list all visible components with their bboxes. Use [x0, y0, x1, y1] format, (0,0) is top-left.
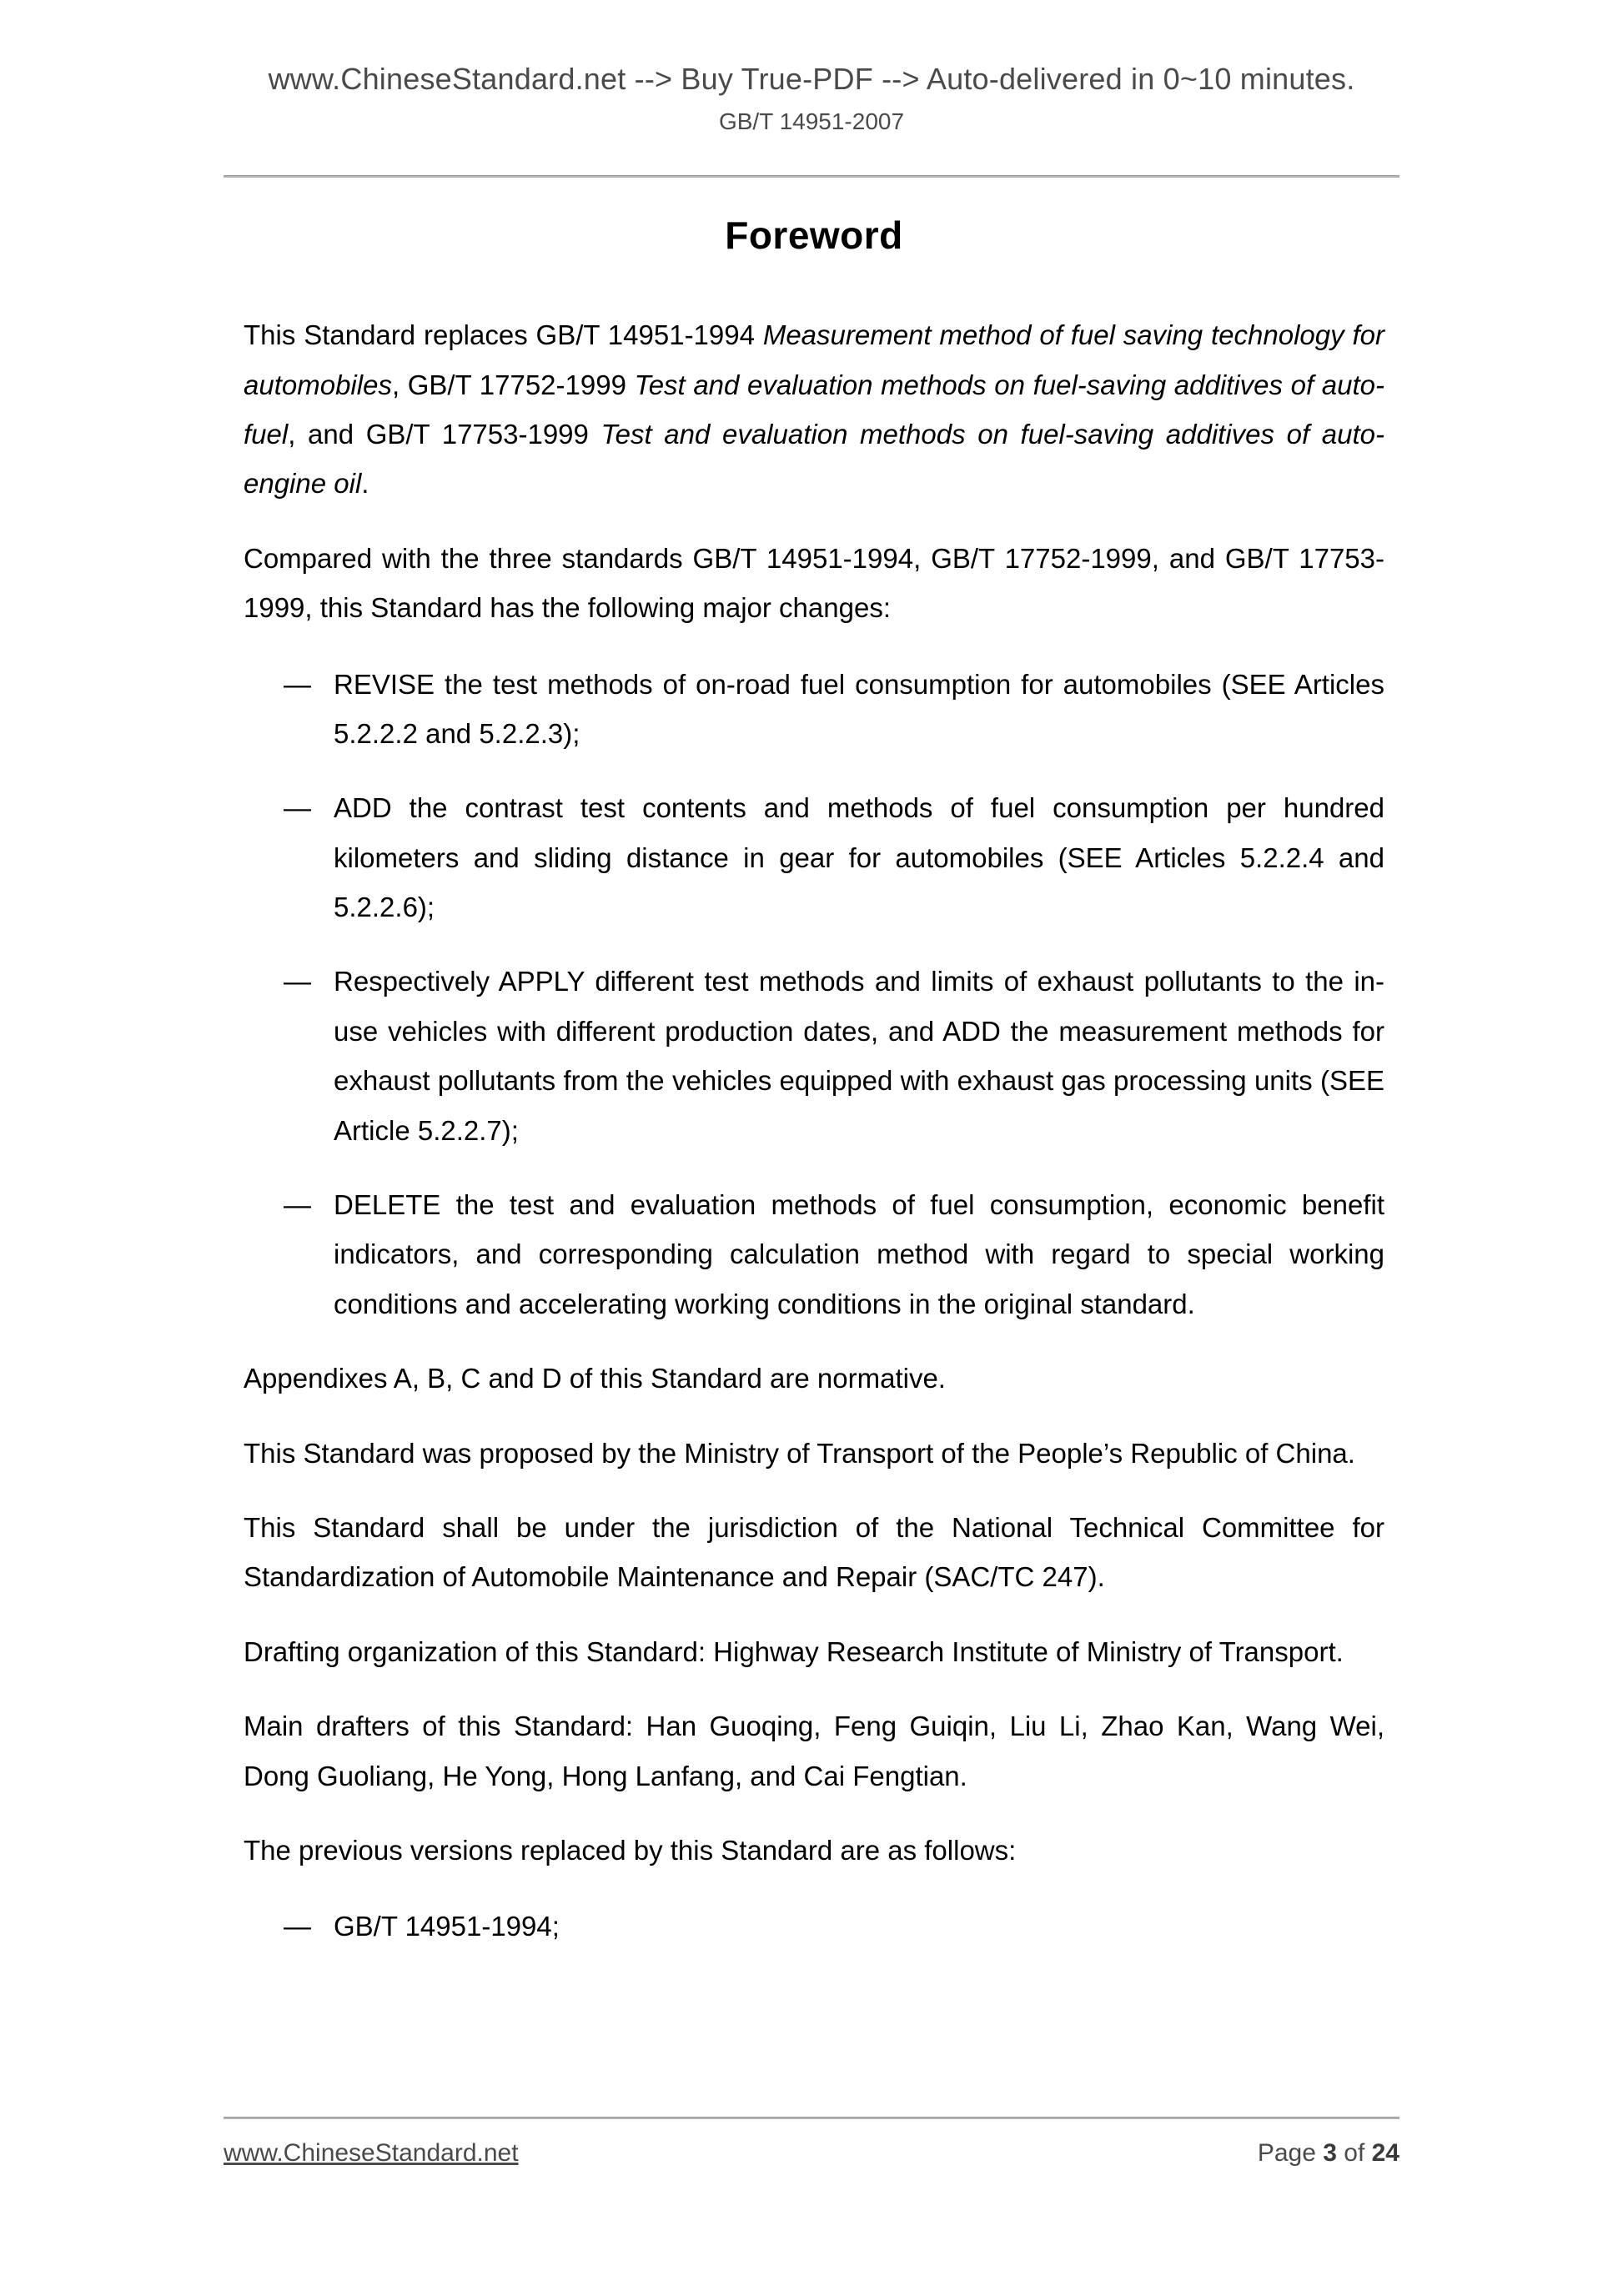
para1-part3: , and GB/T 17753-1999 — [288, 418, 601, 450]
page-current-number: 3 — [1323, 2139, 1337, 2167]
list-item-text: REVISE the test methods of on-road fuel consumption for automobiles (SEE Articles 5.2.2.2 and 5.2.2.3); — [334, 668, 1384, 749]
list-item — [244, 660, 1384, 759]
page-title: Foreword — [725, 214, 903, 257]
footer-row — [224, 2139, 1399, 2168]
page-label-middle: of — [1336, 2139, 1372, 2167]
footer-page-number — [1258, 2139, 1399, 2168]
list-item-text: Respectively APPLY different test methods and limits of exhaust pollutants to the in-use vehicles with different production dates, and ADD the measurement methods for exhaust pollutants from the vehicles equipped with exhaust gas processing units (SEE Article 5.2.2.7); — [334, 966, 1384, 1146]
paragraph-appendixes: Appendixes A, B, C and D of this Standard are normative. — [244, 1363, 946, 1394]
list-item-text: GB/T 14951-1994; — [334, 1911, 560, 1942]
footer-divider — [224, 2117, 1399, 2119]
list-item-text: DELETE the test and evaluation methods of fuel consumption, economic benefit indicators, and corresponding calculation method with regard to special working conditions and accelerating working conditions in the original standard. — [334, 1189, 1384, 1319]
header-promo-text: www.ChineseStandard.net --> Buy True-PDF --> Auto-delivered in 0~10 minutes. — [268, 62, 1355, 96]
paragraph-proposed-by: This Standard was proposed by the Ministry of Transport of the People’s Republic of China. — [244, 1437, 1355, 1469]
para1-italic1: Measurement method of fuel saving technology for automobiles — [244, 319, 1384, 400]
spacer — [244, 1329, 1384, 1354]
para1-italic2: Test and evaluation methods on fuel-saving additives of auto-fuel — [244, 369, 1385, 450]
paragraph-drafting-organization: Drafting organization of this Standard: Highway Research Institute of Ministry of Transport. — [244, 1635, 1344, 1667]
para1-part4: . — [361, 468, 369, 500]
page-footer — [224, 2117, 1399, 2168]
footer-website-link[interactable]: www.ChineseStandard.net — [224, 2139, 519, 2167]
list-dash-marker: — — [284, 966, 311, 997]
page-header — [0, 0, 1623, 136]
para1-italic3: Test and evaluation methods on fuel-saving additives of auto-engine oil — [244, 418, 1384, 500]
list-dash-marker: — — [284, 792, 311, 824]
list-dash-marker: — — [284, 668, 311, 700]
document-content — [244, 213, 1384, 1952]
list-item — [244, 957, 1384, 1155]
paragraph-compared-with: Compared with the three standards GB/T 14951-1994, GB/T 17752-1999, and GB/T 17753-1999, this Standard has the following major changes: — [244, 542, 1384, 624]
paragraph-main-drafters: Main drafters of this Standard: Han Guoqing, Feng Guiqin, Liu Li, Zhao Kan, Wang Wei, Dong Guoliang, He Yong, Hong Lanfang, and Cai Fengtian. — [244, 1711, 1384, 1791]
previous-versions-list — [244, 1902, 1384, 1951]
major-changes-list — [244, 660, 1384, 1329]
list-item-text: ADD the contrast test contents and methods of fuel consumption per hundred kilometers and sliding distance in gear for automobiles (SEE Articles 5.2.2.4 and 5.2.2.6); — [334, 792, 1384, 923]
page-total-number: 24 — [1371, 2139, 1399, 2167]
header-standard-number: GB/T 14951-2007 — [718, 108, 905, 134]
paragraph-jurisdiction: This Standard shall be under the jurisdiction of the National Technical Committee for Standardization of Automobile Maintenance and Repair (SAC/TC 247). — [244, 1512, 1384, 1593]
page-label-prefix: Page — [1257, 2139, 1324, 2167]
list-item — [244, 1180, 1384, 1329]
para1-part1: This Standard replaces GB/T 14951-1994 — [244, 319, 763, 351]
list-item — [244, 1902, 1384, 1951]
list-dash-marker: — — [284, 1189, 311, 1221]
paragraph-previous-versions-intro: The previous versions replaced by this Standard are as follows: — [244, 1834, 1017, 1866]
paragraph-replaces — [244, 310, 1384, 509]
list-dash-marker: — — [284, 1911, 311, 1942]
para1-part2: , GB/T 17752-1999 — [391, 369, 635, 400]
list-item — [244, 783, 1384, 932]
header-divider — [224, 175, 1399, 178]
